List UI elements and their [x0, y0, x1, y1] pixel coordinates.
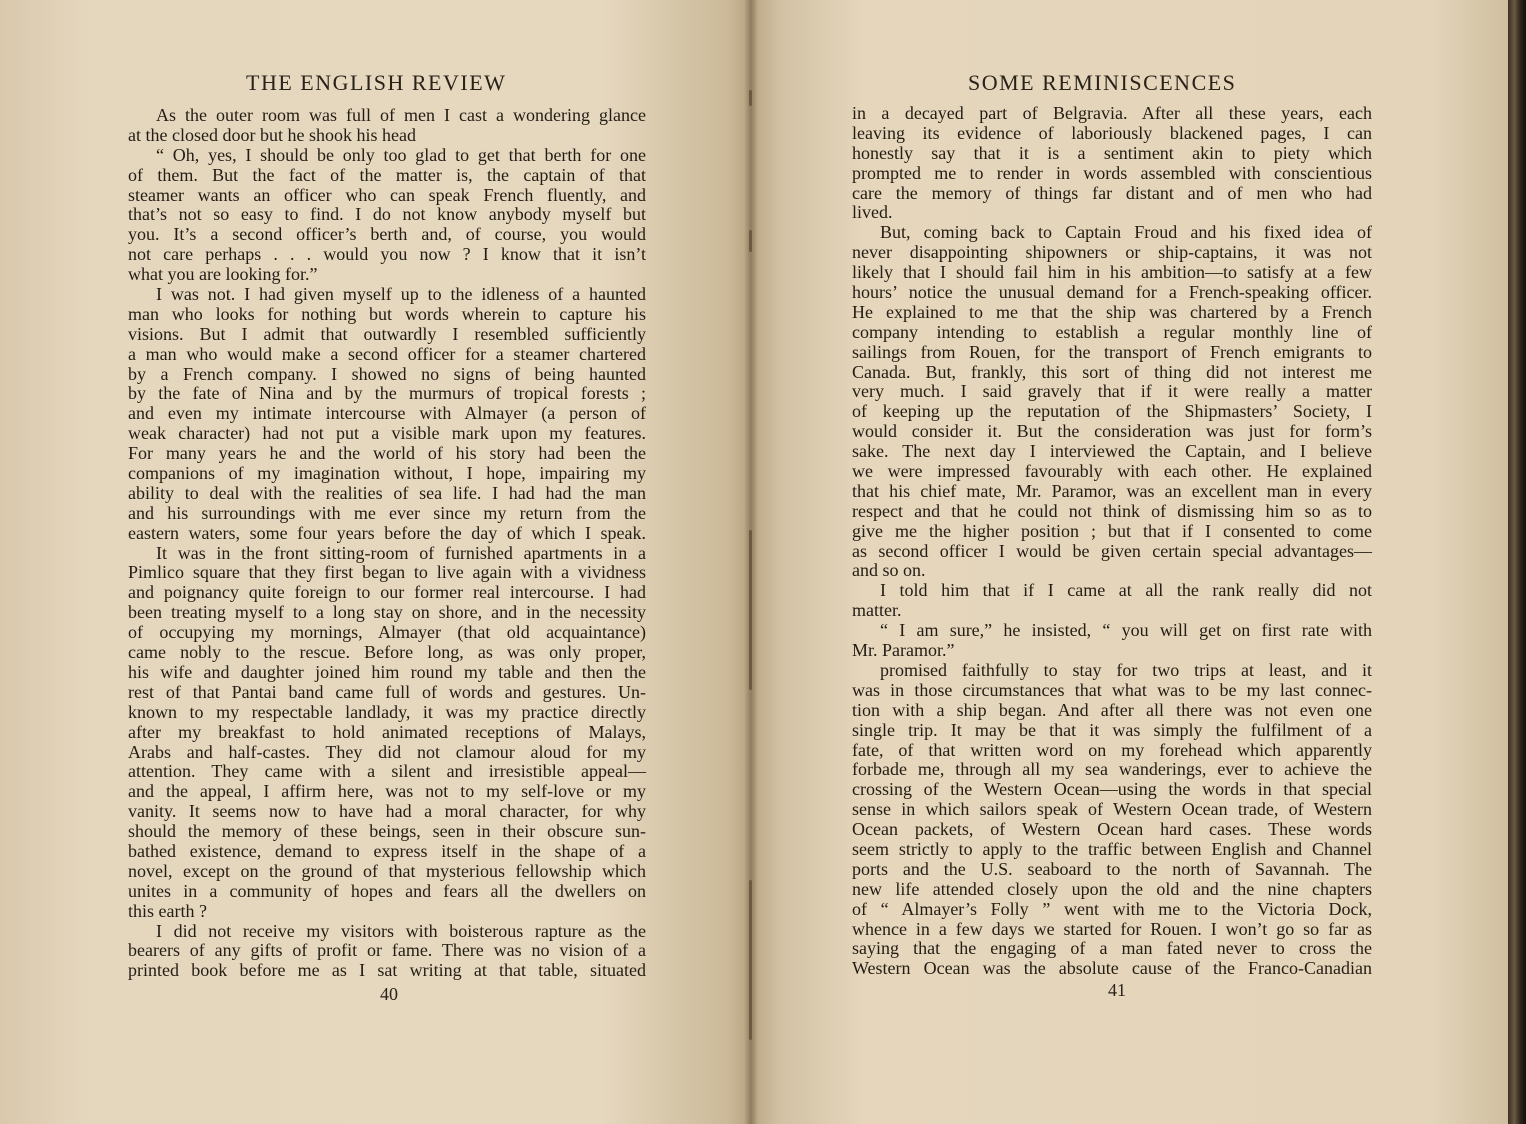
- page-number-right: 41: [1108, 980, 1126, 1000]
- text-line: by the fate of Nina and by the murmurs of tropical forests ;: [128, 383, 646, 404]
- text-line: and even my intimate intercourse with Almayer (a person of: [128, 403, 646, 424]
- text-line: respect and that he could not think of dismissing him so as to: [852, 500, 1372, 521]
- text-line: that his chief mate, Mr. Paramor, was an excellent man in every: [852, 480, 1372, 501]
- right-page: [750, 0, 1508, 1124]
- text-line: after my breakfast to hold animated receptions of Malays,: [128, 721, 646, 742]
- text-line: crossing of the Western Ocean—using the words in that special: [852, 779, 1372, 800]
- text-line: and his surroundings with me ever since my return from the: [128, 502, 646, 523]
- text-line: For many years he and the world of his story had been the: [128, 443, 646, 464]
- text-line: this earth ?: [128, 900, 207, 921]
- text-line: a man who would make a second officer for a steamer chartered: [128, 343, 646, 364]
- text-line: vanity. It seems now to have had a moral character, for why: [128, 801, 646, 822]
- text-line: weak character) had not put a visible mark upon my features.: [128, 423, 646, 444]
- text-line: at the closed door but he shook his head: [128, 124, 416, 145]
- text-line: seem strictly to apply to the traffic between English and Channel: [852, 838, 1372, 859]
- text-line: been treating myself to a long stay on shore, and in the necessity: [128, 602, 646, 623]
- book-cover-edge: [1508, 0, 1526, 1124]
- running-head-right: SOME REMINISCENCES: [968, 70, 1237, 95]
- text-line: I did not receive my visitors with boisterous rapture as the: [156, 920, 646, 941]
- text-line: and poignancy quite foreign to our former real intercourse. I had: [128, 582, 646, 603]
- text-line: as second officer I would be given certain special advantages—: [852, 540, 1372, 561]
- text-line: what you are looking for.”: [128, 264, 318, 285]
- text-line: man who looks for nothing but words wherein to capture his: [128, 303, 646, 324]
- left-page: [0, 0, 750, 1124]
- text-line: by a French company. I showed no signs of being haunted: [128, 363, 646, 384]
- text-line: attention. They came with a silent and irresistible appeal—: [128, 761, 646, 782]
- text-line: company intending to establish a regular monthly line of: [852, 321, 1372, 342]
- text-line: and so on.: [852, 560, 926, 581]
- text-line: visions. But I admit that outwardly I resembled sufficiently: [128, 323, 646, 344]
- text-line: Western Ocean was the absolute cause of the Franco-Canadian: [852, 958, 1372, 979]
- text-line: tion with a ship began. And after all there was not even one: [852, 699, 1372, 720]
- text-line: unites in a community of hopes and fears all the dwellers on: [128, 880, 646, 901]
- text-line: whence in a few days we started for Rouen. I won’t go so far as: [852, 918, 1372, 939]
- text-line: we were impressed favourably with each other. He explained: [852, 461, 1372, 482]
- text-line: Canada. But, frankly, this sort of thing did not interest me: [852, 361, 1372, 382]
- text-line: in a decayed part of Belgravia. After all these years, each: [852, 103, 1372, 123]
- text-line: ability to deal with the realities of sea life. I had had the man: [128, 482, 646, 503]
- text-line: Pimlico square that they first began to live again with a vividness: [128, 562, 646, 583]
- text-line: Arabs and half-castes. They did not clamour aloud for my: [128, 741, 646, 762]
- text-line: As the outer room was full of men I cast a wondering glance: [156, 105, 646, 125]
- text-line: companions of my imagination without, I hope, impairing my: [128, 463, 646, 484]
- text-line: matter.: [852, 600, 902, 621]
- text-line: you. It’s a second officer’s berth and, of course, you would: [128, 224, 646, 245]
- text-line: prompted me to render in words assembled with conscientious: [852, 162, 1372, 183]
- binding-thread: [749, 880, 752, 1040]
- text-line: sake. The next day I interviewed the Captain, and I believe: [852, 441, 1372, 462]
- text-line: promised faithfully to stay for two trips at least, and it: [880, 659, 1372, 680]
- text-line: known to my respectable landlady, it was my practice directly: [128, 701, 646, 722]
- text-line: printed book before me as I sat writing at that table, situated: [128, 960, 646, 981]
- text-line: fate, of that written word on my forehead which apparently: [852, 739, 1372, 760]
- text-line: should the memory of these beings, seen in their obscure sun-: [128, 821, 646, 842]
- text-line: honestly say that it is a sentiment akin to piety which: [852, 142, 1372, 163]
- left-page-body: [128, 106, 646, 981]
- text-line: and the appeal, I affirm here, was not to my self-love or my: [128, 781, 646, 802]
- text-line: sailings from Rouen, for the transport of French emigrants to: [852, 341, 1372, 362]
- text-line: very much. I said gravely that if it were really a matter: [852, 381, 1372, 402]
- text-line: He explained to me that the ship was chartered by a French: [852, 301, 1372, 322]
- text-line: But, coming back to Captain Froud and his fixed idea of: [880, 222, 1372, 243]
- text-line: that’s not so easy to find. I do not know anybody myself but: [128, 204, 646, 225]
- text-line: give me the higher position ; but that if I consented to come: [852, 520, 1372, 541]
- text-line: care the memory of things far distant and of men who had: [852, 182, 1372, 203]
- text-line: saying that the engaging of a man fated never to cross the: [852, 938, 1372, 959]
- text-line: novel, except on the ground of that mysterious fellowship which: [128, 860, 646, 881]
- text-line: rest of that Pantai band came full of words and gestures. Un-: [128, 681, 646, 702]
- text-line: “ Oh, yes, I should be only too glad to get that berth for one: [156, 144, 646, 165]
- text-line: lived.: [852, 202, 893, 223]
- text-line: never disappointing shipowners or ship-captains, it was not: [852, 242, 1372, 263]
- text-line: bathed existence, demand to express itself in the shape of a: [128, 840, 646, 861]
- text-line: bearers of any gifts of profit or fame. There was no vision of a: [128, 940, 646, 961]
- text-line: I told him that if I came at all the rank really did not: [880, 580, 1372, 601]
- running-head-left: THE ENGLISH REVIEW: [246, 70, 507, 95]
- text-line: likely that I should fail him in his ambition—to satisfy at a few: [852, 262, 1372, 283]
- text-line: ports and the U.S. seaboard to the north of Savannah. The: [852, 858, 1372, 879]
- text-line: was in those circumstances that what was to be my last connec-: [852, 679, 1372, 700]
- text-line: steamer wants an officer who can speak French fluently, and: [128, 184, 646, 205]
- text-line: would consider it. But the consideration was just for form’s: [852, 421, 1372, 442]
- text-line: came nobly to the rescue. Before long, as was only proper,: [128, 642, 646, 663]
- text-line: Mr. Paramor.”: [852, 640, 955, 661]
- binding-thread: [749, 230, 752, 252]
- text-line: of keeping up the reputation of the Shipmasters’ Society, I: [852, 401, 1372, 422]
- text-line: new life attended closely upon the old and the nine chapters: [852, 878, 1372, 899]
- text-line: eastern waters, some four years before the day of which I speak.: [128, 522, 646, 543]
- text-line: leaving its evidence of laboriously blackened pages, I can: [852, 122, 1372, 143]
- text-line: forbade me, through all my sea wanderings, ever to achieve the: [852, 759, 1372, 780]
- binding-thread: [749, 530, 752, 690]
- page-number-left: 40: [380, 984, 398, 1004]
- binding-thread: [749, 90, 752, 106]
- text-line: of occupying my mornings, Almayer (that old acquaintance): [128, 622, 646, 643]
- text-line: Ocean packets, of Western Ocean hard cases. These words: [852, 819, 1372, 840]
- text-line: of them. But the fact of the matter is, the captain of that: [128, 164, 646, 185]
- text-line: hours’ notice the unusual demand for a French-speaking officer.: [852, 282, 1372, 303]
- text-line: It was in the front sitting-room of furnished apartments in a: [156, 542, 646, 563]
- text-line: his wife and daughter joined him round my table and then the: [128, 661, 646, 682]
- text-line: I was not. I had given myself up to the idleness of a haunted: [156, 284, 646, 305]
- right-page-body: [852, 104, 1372, 979]
- text-line: “ I am sure,” he insisted, “ you will get on first rate with: [880, 620, 1372, 641]
- text-line: single trip. It may be that it was simply the fulfilment of a: [852, 719, 1372, 740]
- text-line: of “ Almayer’s Folly ” went with me to the Victoria Dock,: [852, 898, 1372, 919]
- text-line: not care perhaps . . . would you now ? I know that it isn’t: [128, 244, 646, 265]
- text-line: sense in which sailors speak of Western Ocean trade, of Western: [852, 799, 1372, 820]
